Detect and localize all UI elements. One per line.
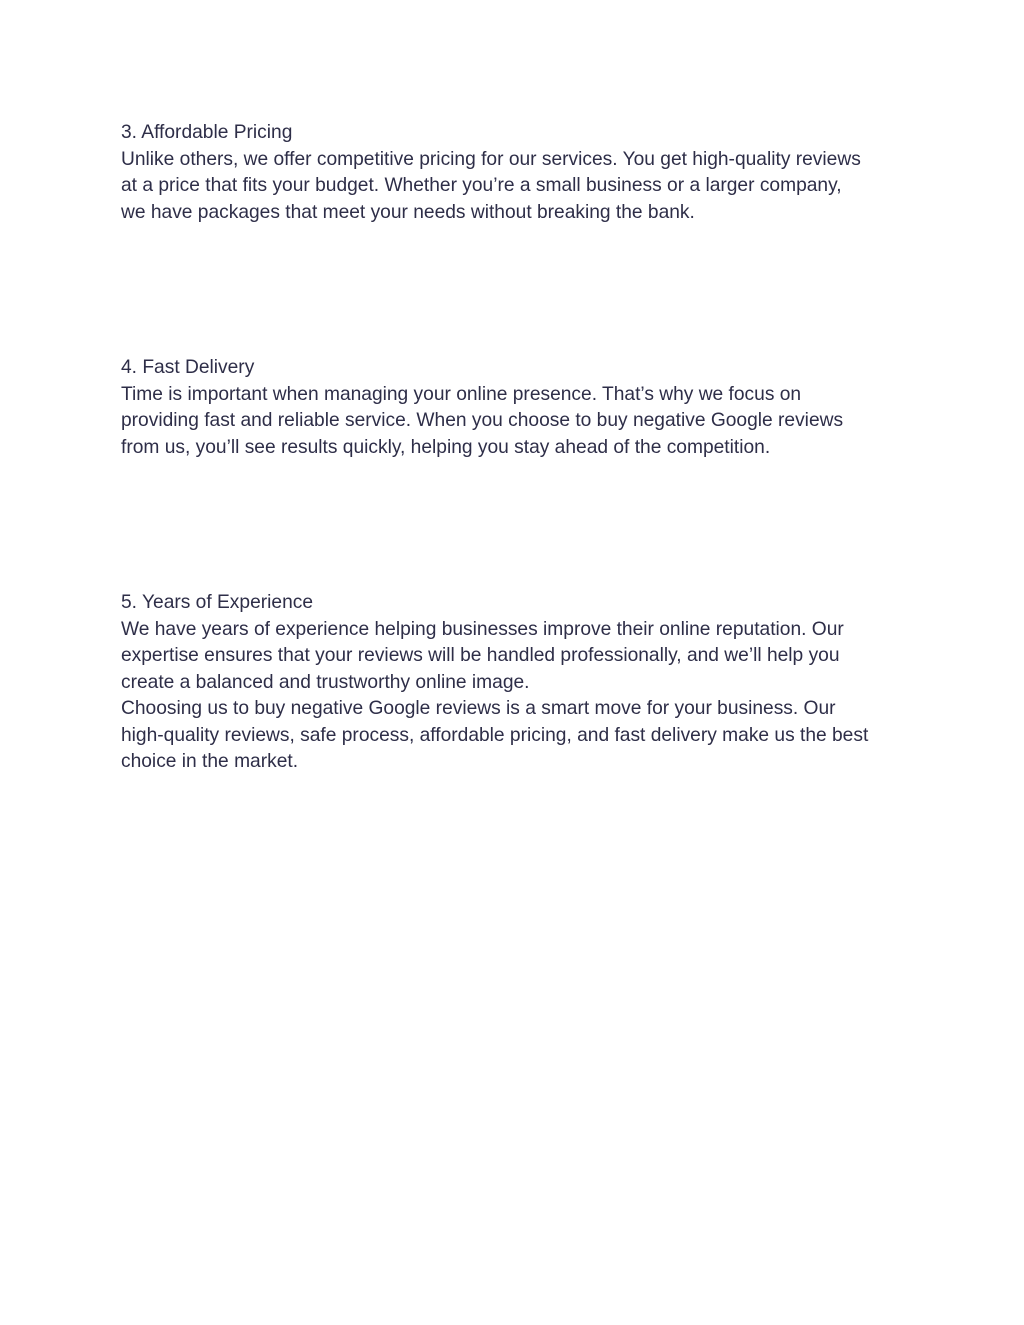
section-paragraph — [121, 147, 921, 227]
section-heading: 5. Years of Experience — [121, 592, 314, 613]
paragraph-line: high-quality reviews, safe process, affordable pricing, and fast delivery make us the best — [121, 724, 869, 746]
paragraph-line: expertise ensures that your reviews will be handled professionally, and we’ll help you — [121, 645, 840, 666]
paragraph-line: choice in the market. — [121, 751, 299, 772]
section-years-of-experience — [121, 590, 921, 776]
paragraph-line: We have years of experience helping businesses improve their online reputation. Our — [121, 618, 844, 640]
paragraph-line: providing fast and reliable service. When you choose to buy negative Google reviews — [121, 410, 844, 431]
section-paragraph — [121, 382, 921, 462]
paragraph-line: we have packages that meet your needs without breaking the bank. — [121, 201, 695, 223]
paragraph-line: create a balanced and trustworthy online image. — [121, 671, 530, 693]
section-fast-delivery — [121, 355, 921, 461]
paragraph-line: at a price that fits your budget. Whether you’re a small business or a larger company, — [121, 175, 842, 196]
section-heading: 3. Affordable Pricing — [121, 122, 293, 143]
paragraph-line: Time is important when managing your online presence. That’s why we focus on — [121, 383, 802, 405]
section-heading: 4. Fast Delivery — [121, 357, 255, 378]
section-paragraph — [121, 696, 921, 776]
paragraph-line: Choosing us to buy negative Google reviews is a smart move for your business. Our — [121, 698, 836, 719]
section-paragraph — [121, 617, 921, 697]
paragraph-line: from us, you’ll see results quickly, helping you stay ahead of the competition. — [121, 436, 771, 458]
section-affordable-pricing — [121, 120, 921, 226]
paragraph-line: Unlike others, we offer competitive pricing for our services. You get high-quality reviews — [121, 148, 861, 170]
